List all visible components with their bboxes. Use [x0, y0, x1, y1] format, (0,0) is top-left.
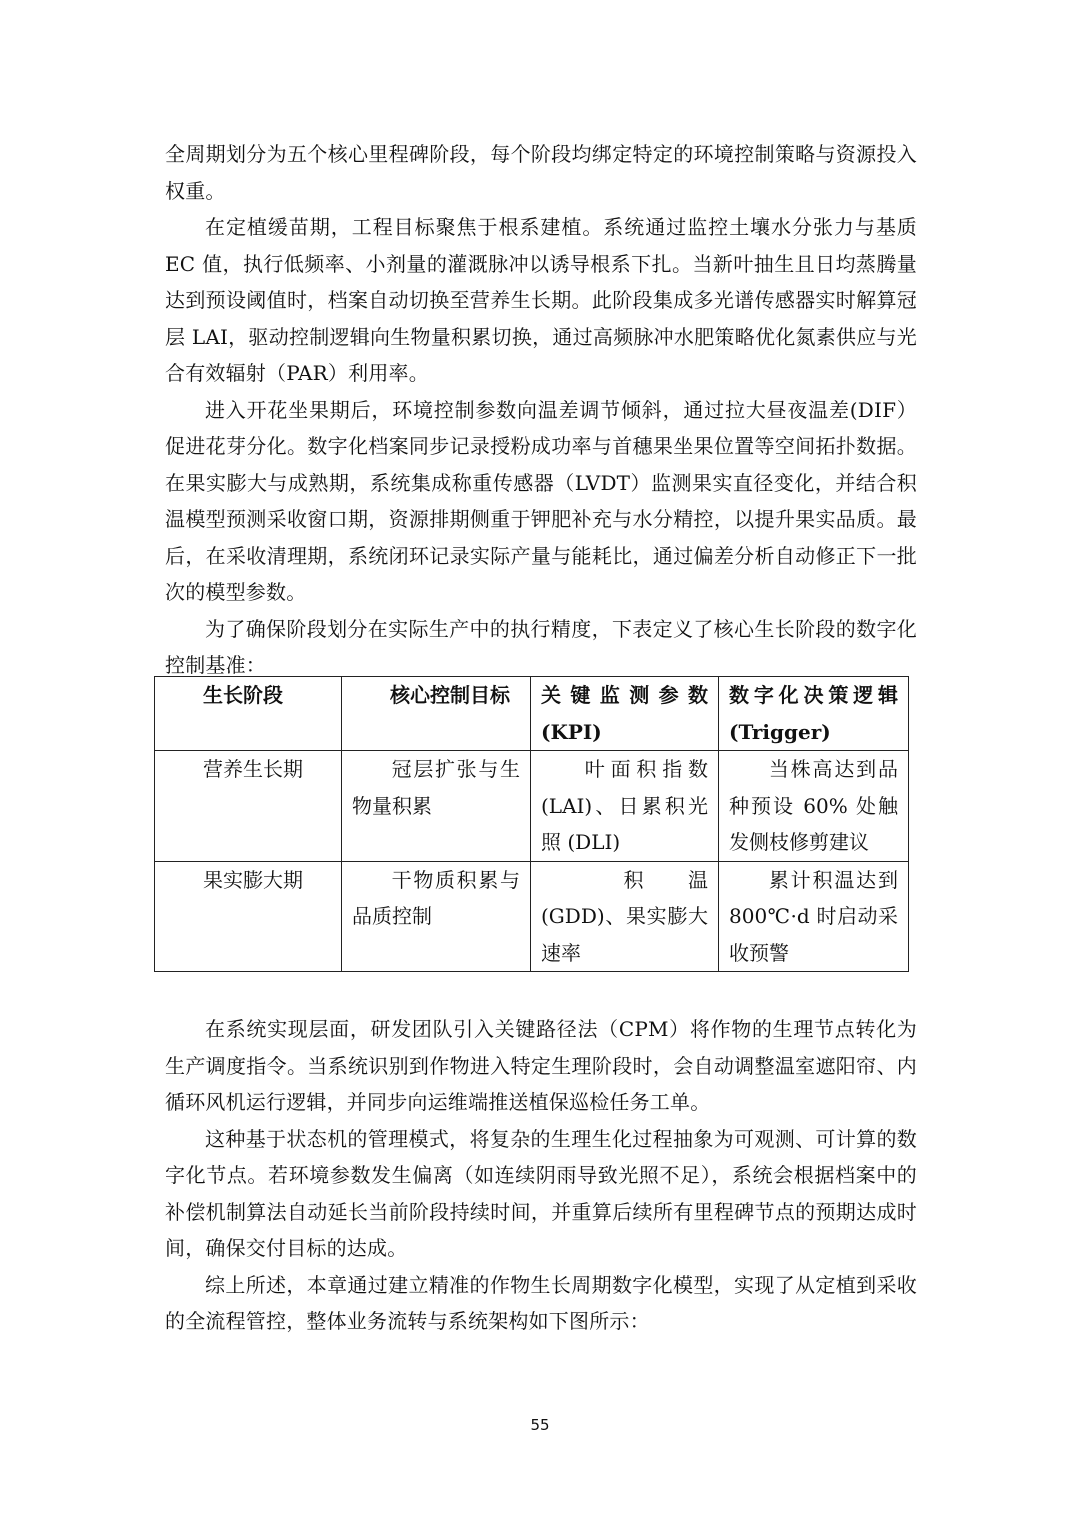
table-cell-goal: 冠层扩张与生物量积累	[342, 751, 531, 862]
paragraph: 这种基于状态机的管理模式，将复杂的生理生化过程抽象为可观测、可计算的数字化节点。若环境参数发生偏离（如连续阴雨导致光照不足），系统会根据档案中的补偿机制算法自动延长当前阶段持续时间，并重算后续所有里程碑节点的预期达成时间，确保交付目标的达成。	[165, 1126, 917, 1260]
body-text-bottom	[165, 1011, 917, 1340]
table-header-cell: 数字化决策逻辑 (Trigger)	[719, 677, 909, 751]
table-cell-stage: 营养生长期	[155, 751, 342, 862]
table-cell-goal: 干物质积累与品质控制	[342, 861, 531, 972]
table-header-cell: 生长阶段	[155, 677, 342, 751]
paragraph: 全周期划分为五个核心里程碑阶段，每个阶段均绑定特定的环境控制策略与资源投入权重。	[165, 142, 917, 203]
page-number: 55	[530, 1416, 550, 1434]
body-text-top	[165, 136, 917, 684]
table-cell-kpi: 积温 (GDD)、果实膨大速率	[531, 861, 719, 972]
table-header-cell: 核心控制目标	[342, 677, 531, 751]
table-row	[155, 861, 909, 972]
paragraph: 在定植缓苗期，工程目标聚焦于根系建植。系统通过监控土壤水分张力与基质 EC 值，执行低频率、小剂量的灌溉脉冲以诱导根系下扎。当新叶抽生且日均蒸腾量达到预设阈值时，档案自动切换至营养生长期。此阶段集成多光谱传感器实时解算冠层 LAI，驱动控制逻辑向生物量积累切换，通过高频脉冲水肥策略优化氮素供应与光合有效辐射（PAR）利用率。	[165, 215, 917, 385]
paragraph: 为了确保阶段划分在实际生产中的执行精度，下表定义了核心生长阶段的数字化控制基准：	[165, 616, 917, 677]
table-cell-kpi: 叶面积指数(LAI)、日累积光照 (DLI)	[531, 751, 719, 862]
growth-stage-table	[154, 676, 909, 972]
table-row	[155, 751, 909, 862]
table-cell-trigger: 累计积温达到800℃·d 时启动采收预警	[719, 861, 909, 972]
paragraph: 在系统实现层面，研发团队引入关键路径法（CPM）将作物的生理节点转化为生产调度指令。当系统识别到作物进入特定生理阶段时，会自动调整温室遮阳帘、内循环风机运行逻辑，并同步向运维端推送植保巡检任务工单。	[165, 1017, 917, 1114]
table-header-row	[155, 677, 909, 751]
table-header-cell: 关键监测参数(KPI)	[531, 677, 719, 751]
table-cell-stage: 果实膨大期	[155, 861, 342, 972]
table-cell-trigger: 当株高达到品种预设 60% 处触发侧枝修剪建议	[719, 751, 909, 862]
paragraph: 进入开花坐果期后，环境控制参数向温差调节倾斜，通过拉大昼夜温差(DIF）促进花芽分化。数字化档案同步记录授粉成功率与首穗果坐果位置等空间拓扑数据。在果实膨大与成熟期，系统集成称重传感器（LVDT）监测果实直径变化，并结合积温模型预测采收窗口期，资源排期侧重于钾肥补充与水分精控，以提升果实品质。最后，在采收清理期，系统闭环记录实际产量与能耗比，通过偏差分析自动修正下一批次的模型参数。	[165, 397, 917, 604]
paragraph: 综上所述，本章通过建立精准的作物生长周期数字化模型，实现了从定植到采收的全流程管控，整体业务流转与系统架构如下图所示：	[165, 1272, 917, 1333]
